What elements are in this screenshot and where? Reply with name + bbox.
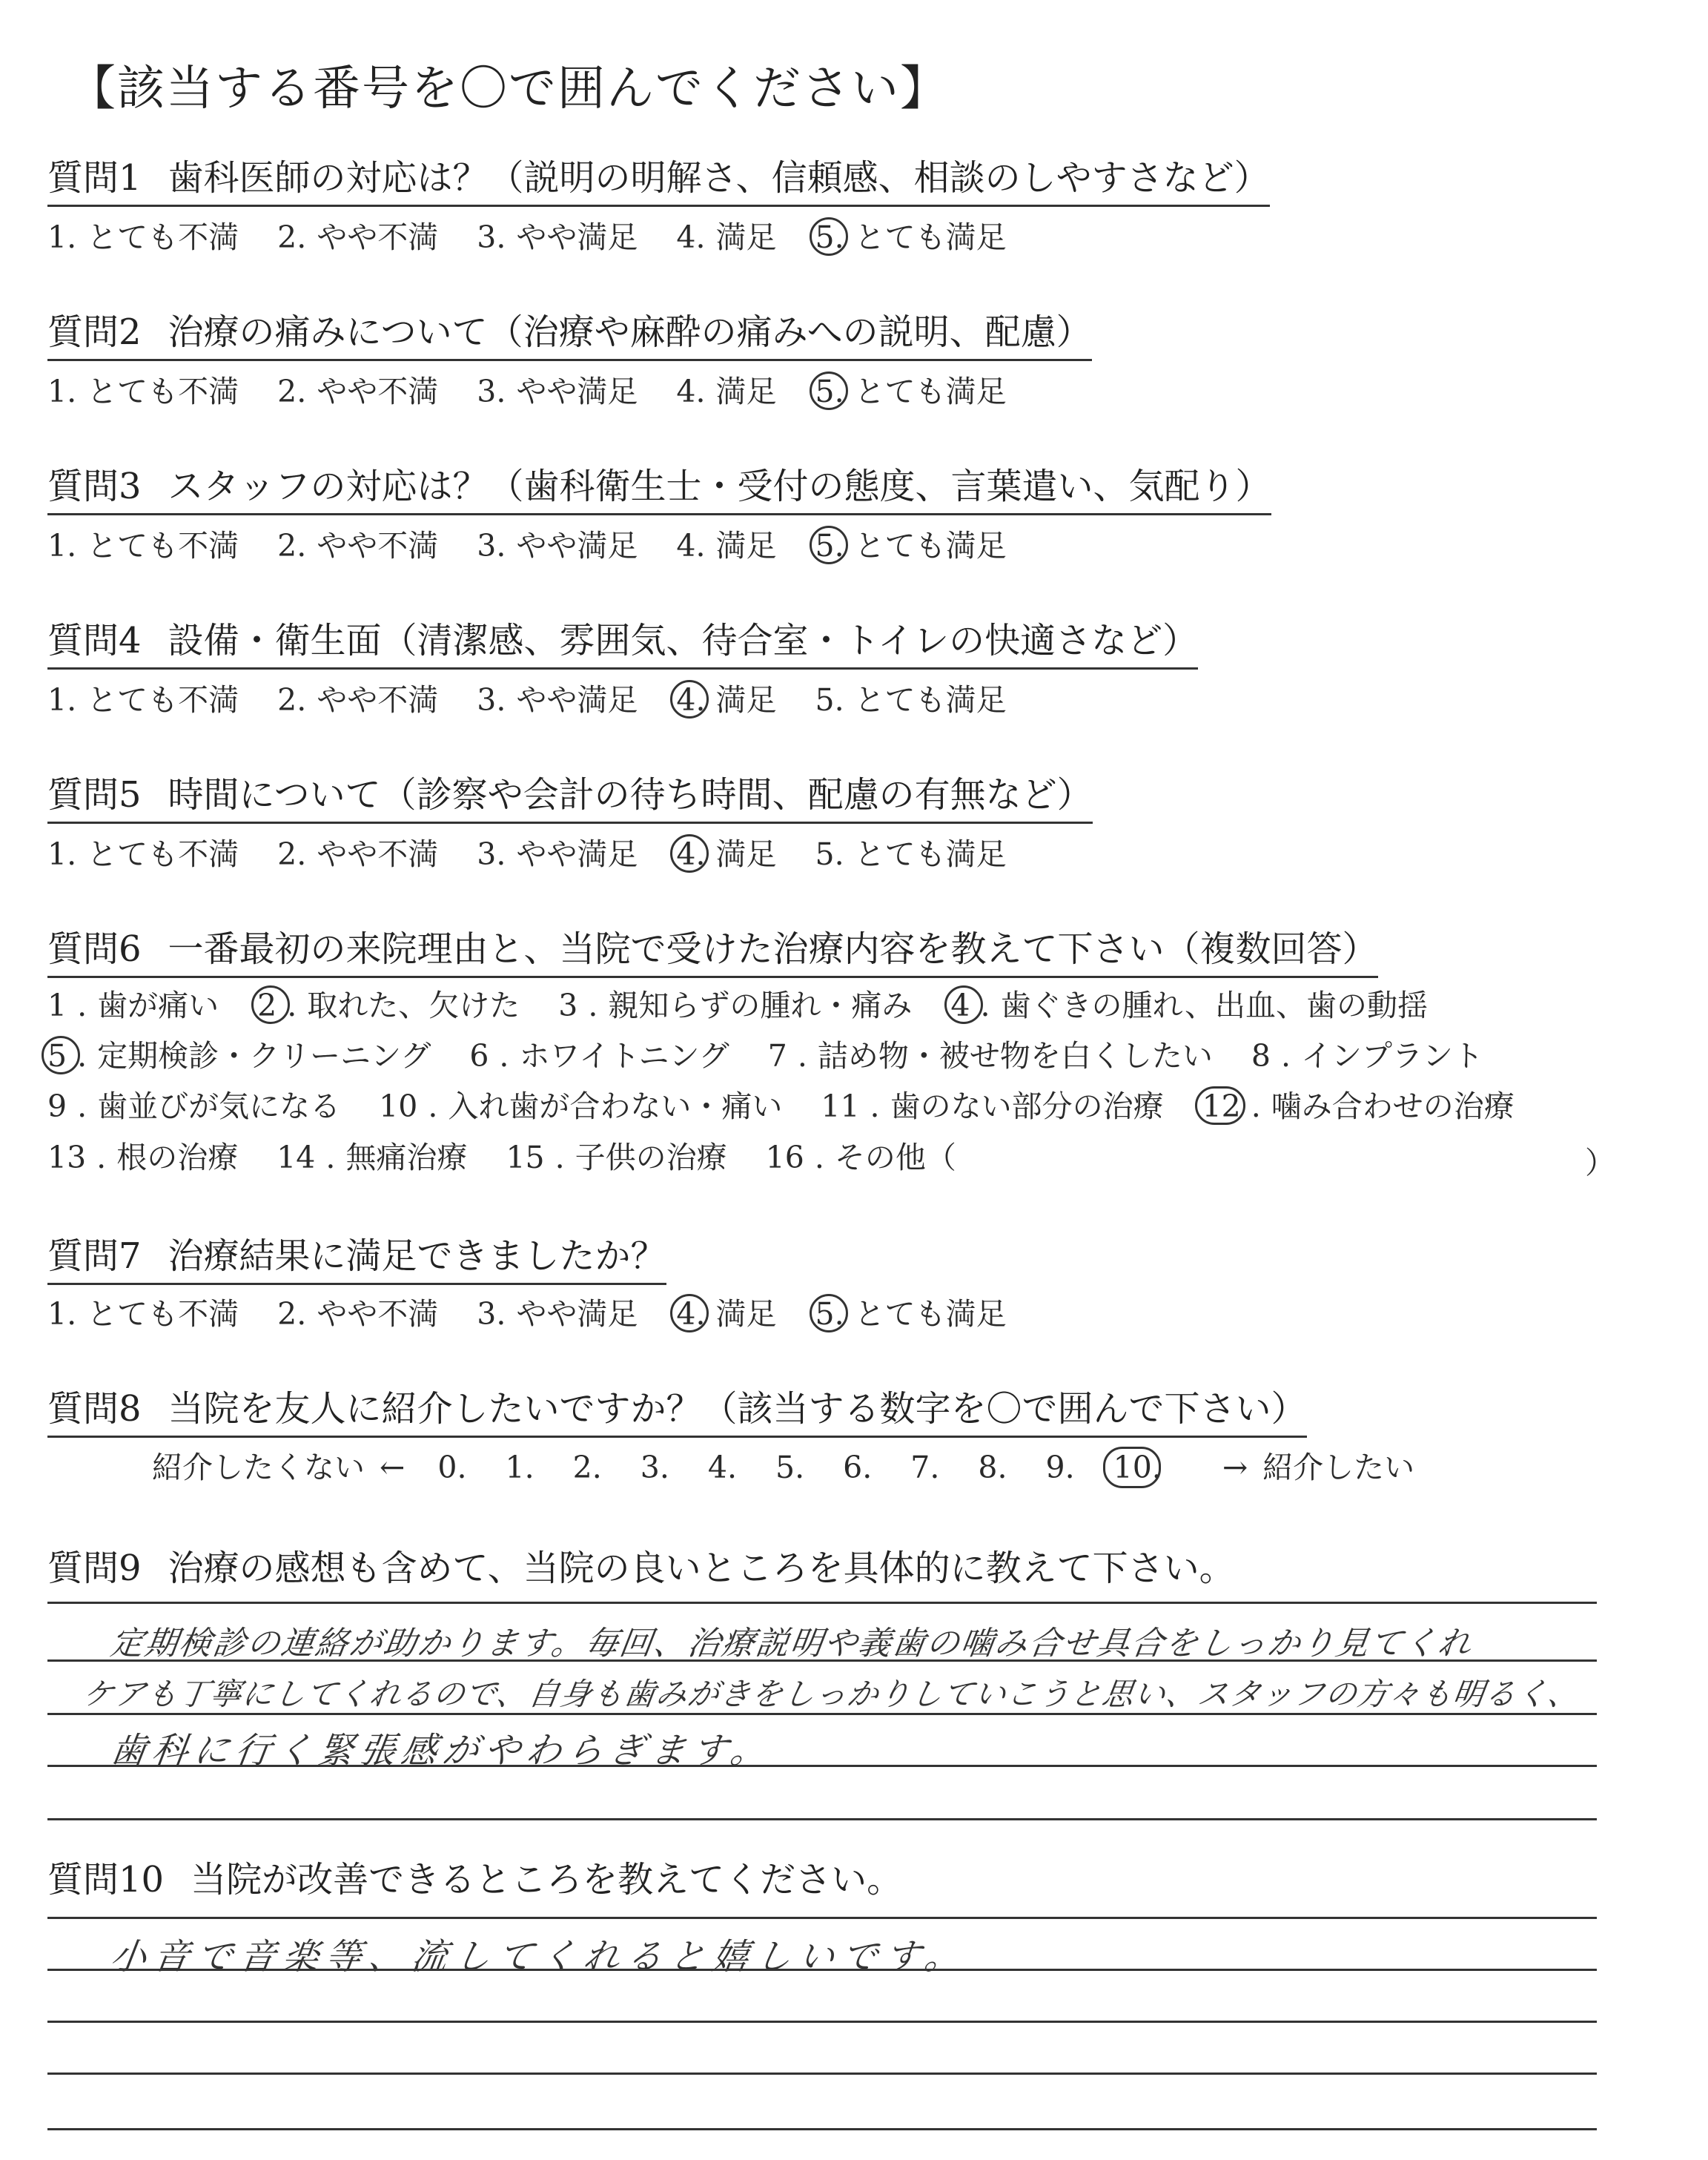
- option-dot: .: [325, 1140, 336, 1175]
- option-4[interactable]: [676, 681, 776, 719]
- option-number: 2: [257, 988, 277, 1023]
- answer-line: [47, 2073, 1597, 2075]
- option-number: 5.: [815, 528, 844, 564]
- reason-option-11[interactable]: [821, 1087, 1163, 1126]
- option-number: 3.: [477, 528, 506, 564]
- question-4: [47, 618, 1198, 670]
- option-label: やや満足: [516, 528, 638, 564]
- answer-line: [47, 2128, 1597, 2130]
- option-label: やや不満: [317, 1296, 439, 1332]
- option-dot: .: [1281, 1038, 1291, 1074]
- scale-value[interactable]: 0.: [437, 1450, 467, 1485]
- question-text: 当院が改善できるところを教えてください。: [191, 1859, 903, 1900]
- option-number: 2.: [277, 219, 307, 255]
- question-label: 質問10: [47, 1859, 165, 1900]
- option-number: 11: [821, 1089, 860, 1124]
- option-5[interactable]: [815, 372, 1007, 411]
- recommend-scale: [152, 1448, 1429, 1487]
- option-label: 満足: [715, 374, 777, 409]
- question-1-options: [47, 218, 1045, 257]
- option-4[interactable]: [676, 835, 776, 873]
- reason-option-12[interactable]: [1202, 1087, 1515, 1126]
- reason-option-7[interactable]: [768, 1037, 1213, 1075]
- option-label: とても満足: [854, 1296, 1007, 1332]
- option-label: とても満足: [854, 836, 1007, 872]
- option-1[interactable]: [47, 218, 239, 257]
- option-1[interactable]: [47, 1295, 239, 1333]
- option-label: やや不満: [317, 528, 439, 564]
- option-number: 9: [47, 1089, 67, 1124]
- option-number: 2.: [277, 836, 307, 872]
- option-2[interactable]: [277, 835, 438, 873]
- question-text: 治療の痛みについて（治療や麻酔の痛みへの説明、配慮）: [168, 311, 1092, 353]
- reason-option-1[interactable]: [47, 986, 219, 1025]
- option-label: とても不満: [87, 836, 239, 872]
- option-number: 16: [765, 1140, 804, 1175]
- option-label: とても満足: [854, 528, 1007, 564]
- option-number: 5.: [815, 219, 844, 255]
- question-label: 質問6: [47, 928, 142, 970]
- question-label: 質問8: [47, 1388, 142, 1430]
- option-number: 4.: [676, 836, 706, 872]
- reason-option-14[interactable]: [277, 1138, 467, 1177]
- option-5[interactable]: [815, 218, 1007, 257]
- question-label: 質問5: [47, 774, 142, 816]
- scale-left-label: 紹介したくない: [152, 1450, 365, 1485]
- question-4-options: [47, 681, 1045, 719]
- question-text: 設備・衛生面（清潔感、雰囲気、待合室・トイレの快適さなど）: [168, 620, 1199, 661]
- option-5[interactable]: [815, 681, 1007, 719]
- option-2[interactable]: [277, 526, 438, 565]
- question-6-row: [47, 986, 1466, 1025]
- option-label: とても満足: [854, 682, 1007, 718]
- option-label: とても不満: [87, 374, 239, 409]
- option-number: 4.: [676, 682, 706, 718]
- option-label: 根の治療: [116, 1140, 239, 1175]
- option-number: 2.: [277, 374, 307, 409]
- option-label: 子供の治療: [575, 1140, 727, 1175]
- option-label: 歯ぐきの腫れ、出血、歯の動揺: [1000, 988, 1429, 1023]
- left-arrow-icon: ←: [380, 1450, 406, 1485]
- scale-numbers: [437, 1450, 1199, 1485]
- option-number: 2.: [277, 682, 307, 718]
- scale-right-label: 紹介したい: [1262, 1450, 1415, 1485]
- option-label: とても不満: [87, 682, 239, 718]
- option-1[interactable]: [47, 681, 239, 719]
- option-4[interactable]: [676, 1295, 776, 1333]
- option-label: 詰め物・被せ物を白くしたい: [817, 1038, 1213, 1074]
- option-number: 12: [1202, 1089, 1241, 1124]
- option-label: 噛み合わせの治療: [1271, 1089, 1515, 1124]
- option-dot: .: [980, 988, 990, 1023]
- option-label: 満足: [715, 836, 777, 872]
- reason-option-5[interactable]: [47, 1037, 431, 1075]
- option-1[interactable]: [47, 526, 239, 565]
- option-number: 2.: [277, 1296, 307, 1332]
- answer-line: [47, 1818, 1597, 1820]
- handwritten-answer: 歯科に行く緊張感がやわらぎます。: [107, 1730, 775, 1771]
- scale-value[interactable]: 10.: [1113, 1450, 1162, 1485]
- option-number: 3.: [477, 836, 506, 872]
- answer-line: [47, 2021, 1597, 2023]
- option-number: 4.: [676, 1296, 706, 1332]
- option-dot: .: [499, 1038, 509, 1074]
- option-label: 歯並びが気になる: [97, 1089, 341, 1124]
- scale-value[interactable]: 4.: [707, 1450, 737, 1485]
- option-dot: .: [588, 988, 598, 1023]
- option-3[interactable]: [477, 835, 638, 873]
- option-3[interactable]: [477, 218, 638, 257]
- option-number: 4.: [676, 219, 706, 255]
- option-label: インプラント: [1301, 1038, 1484, 1074]
- option-label: 歯が痛い: [97, 988, 219, 1023]
- option-dot: .: [77, 1038, 87, 1074]
- reason-option-16[interactable]: [766, 1138, 956, 1177]
- question-8: [47, 1387, 1307, 1438]
- option-2[interactable]: [277, 218, 438, 257]
- option-label: とても不満: [87, 1296, 239, 1332]
- option-number: 4: [950, 988, 970, 1023]
- option-label: やや満足: [516, 836, 638, 872]
- option-number: 4.: [676, 528, 706, 564]
- option-label: 定期検診・クリーニング: [97, 1038, 431, 1074]
- scale-value[interactable]: 5.: [775, 1450, 805, 1485]
- option-number: 14: [277, 1140, 316, 1175]
- option-number: 1: [47, 988, 67, 1023]
- option-dot: .: [1251, 1089, 1261, 1124]
- option-label: 取れた、欠けた: [307, 988, 520, 1023]
- option-2[interactable]: [277, 1295, 438, 1333]
- option-4[interactable]: [676, 526, 776, 565]
- option-number: 2.: [277, 528, 307, 564]
- option-label: ホワイトニング: [519, 1038, 729, 1074]
- option-3[interactable]: [477, 681, 638, 719]
- answer-line: [47, 1917, 1597, 1919]
- scale-value[interactable]: 9.: [1045, 1450, 1075, 1485]
- option-number: 3: [558, 988, 578, 1023]
- scale-value[interactable]: 3.: [640, 1450, 669, 1485]
- handwritten-answer: ケアも丁寧にしてくれるので、自身も歯みがきをしっかりしていこうと思い、スタッフの方々も明るく、: [80, 1676, 1583, 1712]
- question-label: 質問1: [47, 157, 142, 199]
- question-6-row: [47, 1037, 1522, 1075]
- option-label: やや不満: [317, 682, 439, 718]
- scale-value[interactable]: 2.: [572, 1450, 602, 1485]
- option-number: 5: [47, 1038, 67, 1074]
- option-number: 4.: [676, 374, 706, 409]
- question-1: [47, 156, 1270, 207]
- option-dot: .: [870, 1089, 880, 1124]
- option-2[interactable]: [277, 372, 438, 411]
- option-label: やや不満: [317, 219, 439, 255]
- question-label: 質問2: [47, 311, 142, 353]
- question-6-row: [47, 1138, 995, 1177]
- option-number: 5.: [815, 374, 844, 409]
- question-6: [47, 927, 1378, 978]
- reason-option-10[interactable]: [379, 1087, 782, 1126]
- reason-option-3[interactable]: [558, 986, 912, 1025]
- right-arrow-icon: →: [1222, 1450, 1248, 1485]
- reason-option-9[interactable]: [47, 1087, 340, 1126]
- option-label: やや満足: [516, 374, 638, 409]
- option-dot: .: [77, 1089, 87, 1124]
- question-6-row: [47, 1087, 1553, 1126]
- question-7: [47, 1234, 666, 1285]
- option-number: 13: [47, 1140, 87, 1175]
- option-number: 5.: [815, 836, 844, 872]
- option-1[interactable]: [47, 372, 239, 411]
- option-label: やや満足: [516, 219, 638, 255]
- option-3[interactable]: [477, 372, 638, 411]
- option-label: 満足: [715, 1296, 777, 1332]
- option-5[interactable]: [815, 526, 1007, 565]
- option-dot: .: [797, 1038, 807, 1074]
- option-label: 親知らずの腫れ・痛み: [608, 988, 913, 1023]
- survey-heading: 【該当する番号を〇で囲んでください】: [68, 62, 949, 116]
- option-4[interactable]: [676, 218, 776, 257]
- option-label: 歯のない部分の治療: [890, 1089, 1164, 1124]
- option-number: 1.: [47, 836, 77, 872]
- reason-option-4[interactable]: [950, 986, 1428, 1025]
- question-label: 質問3: [47, 466, 142, 507]
- question-text: 時間について（診察や会計の待ち時間、配慮の有無など）: [168, 774, 1093, 816]
- option-dot: .: [96, 1140, 107, 1175]
- question-2: [47, 310, 1092, 361]
- option-dot: .: [428, 1089, 438, 1124]
- question-text: スタッフの対応は？（歯科衛生士・受付の態度、言葉遣い、気配り）: [168, 466, 1271, 507]
- option-dot: .: [77, 988, 87, 1023]
- reason-option-15[interactable]: [506, 1138, 726, 1177]
- question-text: 一番最初の来院理由と、当院で受けた治療内容を教えて下さい（複数回答）: [168, 928, 1378, 970]
- question-2-options: [47, 372, 1045, 411]
- option-label: 満足: [715, 682, 777, 718]
- question-7-options: [47, 1295, 1045, 1333]
- option-label: 満足: [715, 528, 777, 564]
- option-number: 5.: [815, 682, 844, 718]
- handwritten-answer: 定期検診の連絡が助かります。毎回、治療説明や義歯の噛み合せ具合をしっかり見てくれ: [107, 1625, 1475, 1662]
- option-1[interactable]: [47, 835, 239, 873]
- option-number: 3.: [477, 682, 506, 718]
- option-2[interactable]: [277, 681, 438, 719]
- option-label: やや不満: [317, 836, 439, 872]
- option-label: やや満足: [516, 1296, 638, 1332]
- option-label: とても満足: [854, 219, 1007, 255]
- option-dot: .: [287, 988, 297, 1023]
- option-dot: .: [555, 1140, 565, 1175]
- option-5[interactable]: [815, 835, 1007, 873]
- option-number: 7: [767, 1038, 787, 1074]
- other-paren-close: ）: [1585, 1145, 1615, 1180]
- option-label: とても不満: [87, 219, 239, 255]
- option-number: 3.: [477, 1296, 506, 1332]
- reason-option-6[interactable]: [469, 1037, 729, 1075]
- question-text: 治療結果に満足できましたか？: [168, 1235, 666, 1277]
- option-number: 1.: [47, 219, 77, 255]
- option-number: 3.: [477, 219, 506, 255]
- option-dot: .: [814, 1140, 824, 1175]
- option-number: 8: [1251, 1038, 1271, 1074]
- option-label: とても不満: [87, 528, 239, 564]
- option-label: 満足: [715, 219, 777, 255]
- option-label: やや満足: [516, 682, 638, 718]
- option-label: 入れ歯が合わない・痛い: [448, 1089, 783, 1124]
- option-number: 1.: [47, 374, 77, 409]
- question-10: [47, 1857, 902, 1906]
- option-number: 1.: [47, 682, 77, 718]
- scale-value[interactable]: 8.: [978, 1450, 1007, 1485]
- question-text: 当院を友人に紹介したいですか？（該当する数字を〇で囲んで下さい）: [168, 1388, 1307, 1430]
- answer-line: [47, 1602, 1597, 1604]
- scale-value[interactable]: 1.: [505, 1450, 534, 1485]
- question-label: 質問9: [47, 1548, 142, 1589]
- option-label: その他（: [834, 1140, 956, 1175]
- option-label: 無痛治療: [345, 1140, 468, 1175]
- question-label: 質問7: [47, 1235, 142, 1277]
- option-5[interactable]: [815, 1295, 1007, 1333]
- option-3[interactable]: [477, 1295, 638, 1333]
- reason-option-8[interactable]: [1251, 1037, 1483, 1075]
- option-4[interactable]: [676, 372, 776, 411]
- option-label: やや不満: [317, 374, 439, 409]
- option-number: 15: [506, 1140, 545, 1175]
- reason-option-2[interactable]: [257, 986, 520, 1025]
- question-3-options: [47, 526, 1045, 565]
- option-number: 1.: [47, 528, 77, 564]
- option-number: 1.: [47, 1296, 77, 1332]
- question-text: 治療の感想も含めて、当院の良いところを具体的に教えて下さい。: [168, 1548, 1235, 1589]
- scale-value[interactable]: 7.: [910, 1450, 940, 1485]
- option-3[interactable]: [477, 526, 638, 565]
- option-number: 10: [379, 1089, 418, 1124]
- scale-value[interactable]: 6.: [843, 1450, 873, 1485]
- option-label: とても満足: [854, 374, 1007, 409]
- handwritten-answer: 小音で音楽等、流してくれると嬉しいです。: [107, 1936, 971, 1978]
- option-number: 3.: [477, 374, 506, 409]
- question-5: [47, 773, 1093, 824]
- question-3: [47, 464, 1271, 515]
- question-5-options: [47, 835, 1045, 873]
- option-number: 5.: [815, 1296, 844, 1332]
- question-text: 歯科医師の対応は？（説明の明解さ、信頼感、相談のしやすさなど）: [168, 157, 1270, 199]
- reason-option-13[interactable]: [47, 1138, 238, 1177]
- question-label: 質問4: [47, 620, 142, 661]
- question-9: [47, 1546, 1235, 1595]
- option-number: 6: [469, 1038, 489, 1074]
